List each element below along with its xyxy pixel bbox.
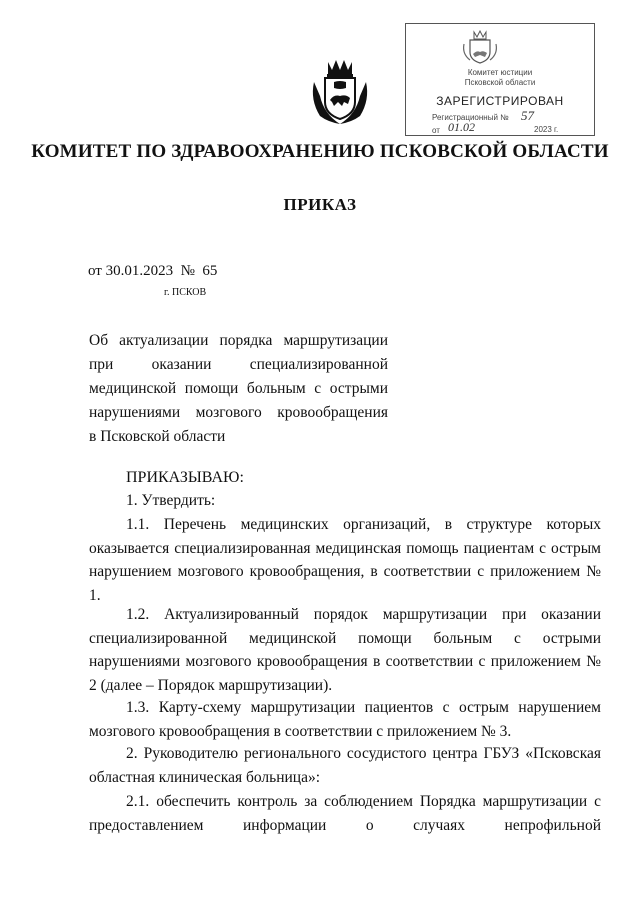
stamp-line-committee: Комитет юстиции (467, 68, 533, 77)
subject-line: при оказании специализированной (89, 356, 388, 373)
pskov-coat-of-arms-icon (308, 56, 372, 126)
stamp-line-region: Псковской области (464, 78, 536, 87)
prikazyvayu-heading: ПРИКАЗЫВАЮ: (126, 469, 244, 486)
clause-2: 2. Руководителю регионального сосудистого центра ГБУЗ «Псковская областная клиническая больница»: (89, 745, 601, 786)
clause-2-1: 2.1. обеспечить контроль за соблюдением Порядка маршрутизации с предоставлением информации о случаях непрофильной (89, 793, 601, 834)
stamp-date-handwritten: 01.02 (448, 120, 475, 134)
subject-line: в Псковской области (89, 428, 226, 445)
clause-1-3: 1.3. Карту-схему маршрутизации пациентов с острым нарушением мозгового кровообращения в соответствии с приложением № 3. (89, 699, 601, 740)
order-city: г. ПСКОВ (164, 287, 207, 298)
clause-1-1: 1.1. Перечень медицинских организаций, в структуре которых оказывается специализированная медицинская помощь пациентам с острым нарушением мозгового кровообращения, в соответствии с приложением № 1. (89, 516, 601, 604)
registration-stamp (405, 23, 595, 136)
subject-line: Об актуализации порядка маршрутизации (89, 332, 388, 349)
clause-1-2: 1.2. Актуализированный порядок маршрутизации при оказании специализированной медицинской помощи больным с острыми нарушениями мозгового кровообращения в соответствии с приложением № 2 (далее – Порядок маршрутизации). (89, 606, 601, 694)
stamp-registered-text: ЗАРЕГИСТРИРОВАН (436, 94, 564, 108)
subject-line: медицинской помощи больным с острыми (89, 380, 388, 397)
pskov-coat-of-arms-icon (460, 30, 500, 64)
clause-1: 1. Утвердить: (126, 492, 216, 509)
order-subject (89, 329, 388, 449)
coat-of-arms-emblem (308, 56, 372, 126)
order-date-number: от 30.01.2023 № 65 (88, 263, 218, 279)
order-title: ПРИКАЗ (283, 195, 357, 214)
stamp-reg-label: Регистрационный № (432, 113, 509, 122)
stamp-reg-number: 57 (521, 108, 534, 123)
stamp-date-prefix: от (432, 126, 440, 135)
subject-line: нарушениями мозгового кровообращения (89, 404, 388, 421)
committee-title: КОМИТЕТ ПО ЗДРАВООХРАНЕНИЮ ПСКОВСКОЙ ОБЛАСТИ (31, 141, 609, 162)
stamp-year: 2023 г. (534, 125, 559, 134)
